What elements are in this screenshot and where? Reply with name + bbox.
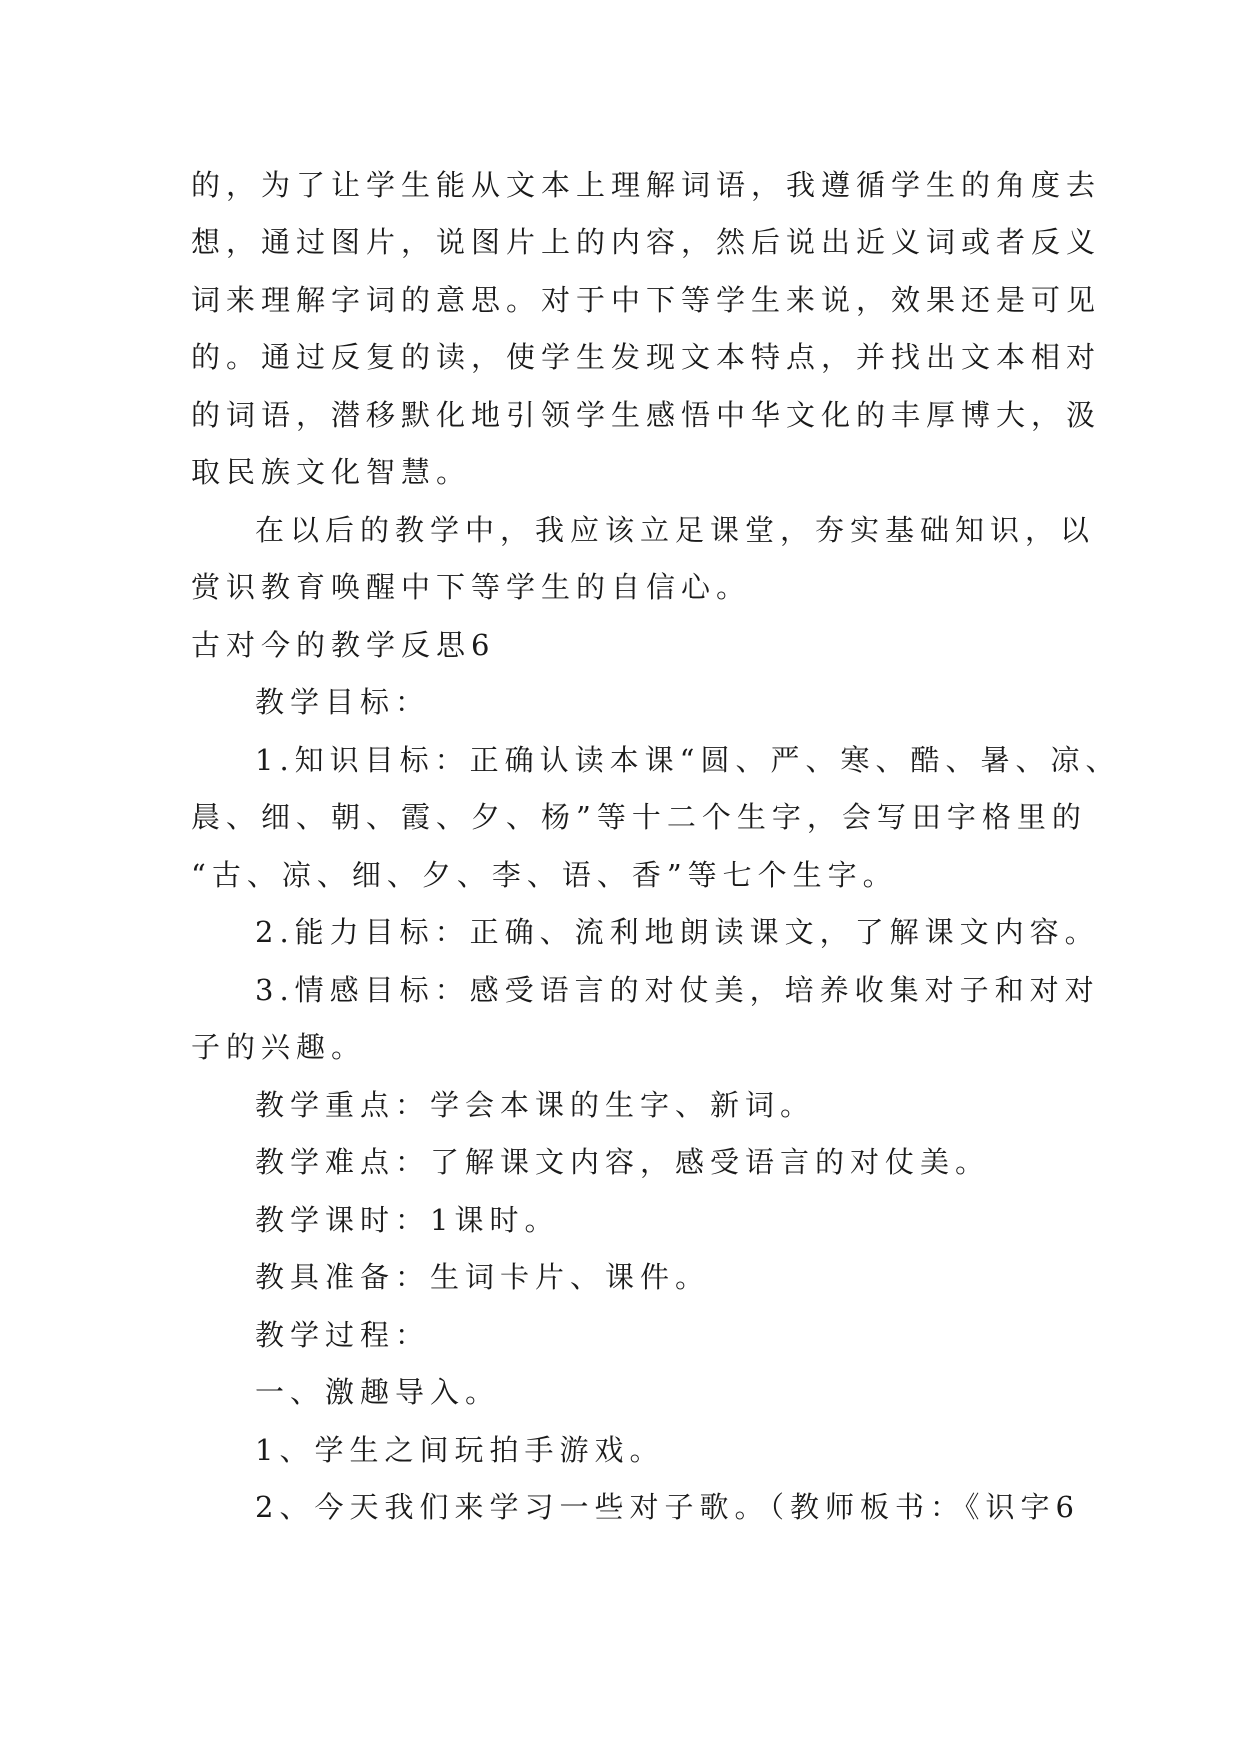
paragraph-line: 的词语，潜移默化地引领学生感悟中华文化的丰厚博大，汲 [191,398,1102,432]
paragraph-line: “古、凉、细、夕、李、语、香”等七个生字。 [191,858,898,892]
paragraph-line: 教学难点：了解课文内容，感受语言的对仗美。 [255,1145,991,1179]
paragraph-line: 2、今天我们来学习一些对子歌。（教师板书：《识字6 [255,1490,1080,1524]
paragraph-line: 教学重点：学会本课的生字、新词。 [255,1088,816,1122]
paragraph-line: 取民族文化智慧。 [191,455,472,489]
paragraph-line: 子的兴趣。 [191,1030,367,1064]
paragraph-line: 的。通过反复的读，使学生发现文本特点，并找出文本相对 [191,340,1102,374]
paragraph-line: 教学目标： [255,685,431,719]
paragraph-line: 教学课时：1课时。 [255,1203,560,1237]
paragraph-line: 2.能力目标：正确、流利地朗读课文，了解课文内容。 [255,915,1100,949]
paragraph-line: 想，通过图片，说图片上的内容，然后说出近义词或者反义 [191,225,1102,259]
paragraph-line: 3.情感目标：感受语言的对仗美，培养收集对子和对对 [255,973,1100,1007]
paragraph-line: 1.知识目标：正确认读本课“圆、严、寒、酷、暑、凉、 [255,743,1121,777]
paragraph-line: 词来理解字词的意思。对于中下等学生来说，效果还是可见 [191,283,1102,317]
paragraph-line: 1、学生之间玩拍手游戏。 [255,1433,665,1467]
section-heading: 古对今的教学反思6 [191,628,496,662]
paragraph-line: 教学过程： [255,1318,431,1352]
paragraph-line: 晨、细、朝、霞、夕、杨”等十二个生字，会写田字格里的 [191,800,1087,834]
paragraph-line: 赏识教育唤醒中下等学生的自信心。 [191,570,752,604]
paragraph-line: 教具准备：生词卡片、课件。 [255,1260,711,1294]
paragraph-line: 一、激趣导入。 [255,1375,501,1409]
paragraph-line: 在以后的教学中，我应该立足课堂，夯实基础知识，以 [255,513,1096,547]
paragraph-line: 的，为了让学生能从文本上理解词语，我遵循学生的角度去 [191,168,1102,202]
